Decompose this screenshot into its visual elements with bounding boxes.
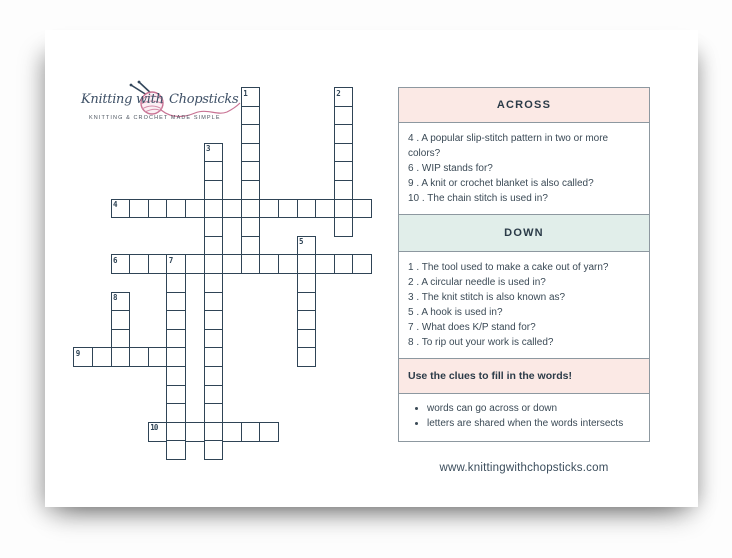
crossword-cell — [334, 254, 354, 274]
crossword-cell — [297, 310, 317, 330]
crossword-cell — [315, 254, 335, 274]
cell-number: 3 — [206, 144, 210, 154]
crossword-cell — [297, 347, 317, 367]
across-clues-list — [399, 122, 649, 214]
crossword-cell — [111, 329, 131, 349]
crossword-cell — [111, 254, 131, 274]
crossword-cell — [204, 236, 224, 256]
crossword-cell — [259, 422, 279, 442]
cell-number: 8 — [113, 293, 117, 303]
crossword-cell — [166, 440, 186, 460]
cell-number: 10 — [150, 423, 158, 433]
crossword-cell — [297, 292, 317, 312]
clue-item: 5 . A hook is used in? — [408, 307, 503, 318]
crossword-cell — [148, 347, 168, 367]
crossword-cell — [111, 292, 131, 312]
clue-item: 3 . The knit stitch is also known as? — [408, 292, 566, 303]
crossword-cell — [222, 199, 242, 219]
crossword-cell — [166, 254, 186, 274]
crossword-cell — [259, 199, 279, 219]
crossword-cell — [334, 217, 354, 237]
crossword-cell — [204, 292, 224, 312]
crossword-cell — [334, 106, 354, 126]
crossword-cell — [334, 124, 354, 144]
crossword-cell — [241, 106, 261, 126]
crossword-cell — [204, 329, 224, 349]
crossword-cell — [129, 347, 149, 367]
crossword-cell — [278, 199, 298, 219]
crossword-cell — [204, 422, 224, 442]
crossword-cell — [73, 347, 93, 367]
crossword-cell — [297, 236, 317, 256]
cell-number: 9 — [75, 348, 80, 358]
clue-item: 2 . A circular needle is used in? — [408, 277, 546, 288]
crossword-cell — [204, 366, 224, 386]
website-url: www.knittingwithchopsticks.com — [439, 462, 609, 474]
crossword-cell — [241, 87, 261, 107]
crossword-cell — [259, 254, 279, 274]
crossword-cell — [204, 143, 224, 163]
crossword-cell — [241, 161, 261, 181]
crossword-cell — [204, 199, 224, 219]
cell-number: 1 — [243, 88, 247, 98]
crossword-cell — [204, 385, 224, 405]
crossword-cell — [334, 199, 354, 219]
crossword-cell — [166, 403, 186, 423]
clues-panel — [398, 87, 650, 474]
instructions-header: Use the clues to fill in the words! — [399, 358, 649, 393]
crossword-cell — [204, 161, 224, 181]
logo-text-knitting-with: Knitting with — [81, 92, 164, 107]
bullet-item: • letters are shared when the words intersects — [427, 416, 649, 431]
clue-item: 1 . The tool used to make a cake out of yarn? — [408, 262, 609, 273]
crossword-cell — [111, 310, 131, 330]
clues-box — [398, 87, 650, 442]
down-header: DOWN — [399, 214, 649, 251]
crossword-cell — [166, 385, 186, 405]
down-clues-list — [399, 251, 649, 358]
crossword-cell — [297, 254, 317, 274]
crossword-cell — [204, 180, 224, 200]
crossword-cell — [352, 254, 372, 274]
cell-number: 5 — [299, 237, 303, 247]
crossword-cell — [166, 422, 186, 442]
clue-item: 4 . A popular slip-stitch pattern in two or more colors? — [408, 133, 609, 159]
worksheet-page — [45, 30, 698, 507]
crossword-cell — [148, 199, 168, 219]
crossword-cell — [204, 403, 224, 423]
crossword-cell — [185, 254, 205, 274]
crossword-cell — [166, 273, 186, 293]
crossword-cell — [297, 329, 317, 349]
crossword-cell — [222, 422, 242, 442]
crossword-cell — [278, 254, 298, 274]
crossword-cell — [315, 199, 335, 219]
crossword-cell — [204, 310, 224, 330]
crossword-cell — [204, 440, 224, 460]
crossword-cell — [297, 273, 317, 293]
cell-number: 4 — [113, 200, 117, 210]
crossword-cell — [166, 199, 186, 219]
clue-item: 10 . The chain stitch is used in? — [408, 193, 548, 204]
crossword-cell — [241, 199, 261, 219]
crossword-cell — [129, 199, 149, 219]
crossword-cell — [241, 217, 261, 237]
crossword-cell — [204, 347, 224, 367]
crossword-cell — [241, 236, 261, 256]
crossword-cell — [92, 347, 112, 367]
across-header: ACROSS — [399, 88, 649, 122]
crossword-cell — [111, 199, 131, 219]
crossword-cell — [166, 366, 186, 386]
crossword-cell — [166, 292, 186, 312]
crossword-cell — [185, 422, 205, 442]
instructions-bullet-list — [399, 401, 649, 431]
cell-number: 6 — [113, 255, 117, 265]
crossword-cell — [241, 422, 261, 442]
clue-item: 6 . WIP stands for? — [408, 163, 493, 174]
crossword-cell — [334, 143, 354, 163]
crossword-cell — [241, 254, 261, 274]
cell-number: 7 — [168, 255, 173, 265]
crossword-cell — [222, 254, 242, 274]
crossword-cell — [334, 87, 354, 107]
logo-text-chopsticks: Chopsticks — [169, 92, 239, 107]
crossword-cell — [166, 329, 186, 349]
crossword-cell — [241, 124, 261, 144]
crossword-cell — [111, 347, 131, 367]
crossword-cell — [204, 254, 224, 274]
cell-number: 2 — [336, 88, 340, 98]
crossword-cell — [166, 347, 186, 367]
clue-item: 9 . A knit or crochet blanket is also called? — [408, 178, 594, 189]
crossword-cell — [334, 180, 354, 200]
crossword-cell — [334, 161, 354, 181]
crossword-cell — [148, 254, 168, 274]
crossword-cell — [129, 254, 149, 274]
clue-item: 8 . To rip out your work is called? — [408, 337, 554, 348]
crossword-cell — [148, 422, 168, 442]
crossword-cell — [204, 273, 224, 293]
crossword-cell — [352, 199, 372, 219]
instructions-bullets — [399, 393, 649, 441]
crossword-cell — [204, 217, 224, 237]
bullet-item: • words can go across or down — [427, 401, 649, 416]
logo-tagline: KNITTING & CROCHET MADE SIMPLE — [89, 115, 221, 121]
crossword-cell — [166, 310, 186, 330]
crossword-cell — [185, 199, 205, 219]
crossword-cell — [241, 143, 261, 163]
clue-item: 7 . What does K/P stand for? — [408, 322, 536, 333]
crossword-cell — [297, 199, 317, 219]
crossword-cell — [241, 180, 261, 200]
